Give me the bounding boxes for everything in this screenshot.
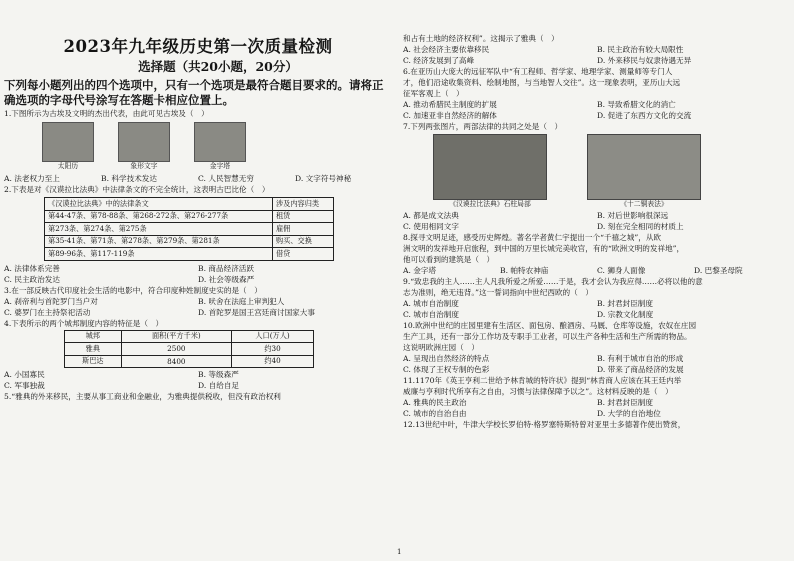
- option[interactable]: D. 自给自足: [198, 381, 240, 390]
- table-row: [45, 248, 334, 261]
- twelve-tables-image: [587, 134, 701, 200]
- option[interactable]: D. 刻在完全相同的材质上: [597, 222, 684, 231]
- q5-options: [403, 44, 791, 66]
- question-8: 8.探寻文明足迹，感受历史辉煌。著名学者黄仁宇提出一个“千禧之城”，从欧: [403, 233, 662, 242]
- question-5-continued: 和占有土地的经济权利”。这揭示了雅典（ ）: [403, 34, 559, 43]
- q6-options: [403, 99, 791, 121]
- q7-options: [403, 210, 791, 232]
- table-cell: 雅典: [65, 343, 122, 356]
- section-subtitle: 选择题（共20小题，20分）: [138, 59, 298, 74]
- option[interactable]: B. 封君封臣制度: [597, 398, 653, 407]
- table-cell: 第273条、第274条、第275条: [45, 223, 273, 236]
- option[interactable]: A. 小国寡民: [4, 370, 45, 379]
- table-cell: 第44-47条、第78-88条、第268-272条、第276-277条: [45, 210, 273, 223]
- question-1: 1.下图所示为古埃及文明的杰出代表，由此可见古埃及（ ）: [4, 109, 209, 118]
- option[interactable]: B. 科学技术发达: [101, 174, 157, 183]
- table-cell: 第89-96条、第117-119条: [45, 248, 273, 261]
- option[interactable]: A. 推动希腊民主制度的扩展: [403, 100, 497, 109]
- question-8-line2: 洲文明的发祥地开启旅程，到中国的万里长城完美收官，有的“欧洲文明的发祥地”，: [403, 244, 685, 253]
- table-cell: 2500: [121, 343, 231, 356]
- option[interactable]: A. 刹帝利与首陀罗门当户对: [4, 296, 98, 306]
- question-10-line2: 生产工具，还有一部分工作坊及专职手工业者，可以生产各种生活和生产所需的物品。: [403, 332, 692, 341]
- table-cell: 约30: [232, 343, 314, 356]
- question-12: 12.13世纪中叶，牛津大学校长罗伯特·格罗塞特斯特曾对亚里士多德著作使出赞赏，: [403, 420, 686, 429]
- option[interactable]: B. 吠舍在法庭上审判犯人: [198, 296, 285, 306]
- option[interactable]: B. 民主政治有较大局限性: [597, 45, 684, 54]
- option[interactable]: C. 经济发展到了高峰: [403, 56, 475, 65]
- option[interactable]: A. 法老权力至上: [4, 174, 60, 183]
- option[interactable]: B. 等级森严: [198, 370, 239, 379]
- option[interactable]: D. 外来移民与奴隶待遇无异: [597, 56, 692, 65]
- option[interactable]: A. 呈现出自然经济的特点: [403, 354, 490, 363]
- table-cell: 借贷: [272, 248, 333, 261]
- table-header: 《汉谟拉比法典》中的法律条文: [45, 198, 273, 211]
- hieroglyph-image: [118, 122, 170, 162]
- option[interactable]: B. 导致希腊文化的消亡: [597, 100, 676, 109]
- question-6: 6.在亚历山大庞大的远征军队中“有工程师、哲学家、地理学家、测量师等专门人: [403, 67, 673, 76]
- pyramid-image: [194, 122, 246, 162]
- option[interactable]: D. 促进了东西方文化的交流: [597, 111, 692, 120]
- question-10: 10.欧洲中世纪的庄园里建有生活区、面包房、酿酒房、马厩、仓库等设施，农奴在庄园: [403, 321, 697, 330]
- option[interactable]: C. 加速亚非自然经济的解体: [403, 111, 497, 120]
- question-11-line2: 威廉与亨利时代所享有之自由，习惯与法律保障予以之”。这材料反映的是（ ）: [403, 387, 673, 396]
- option[interactable]: C. 城市的自治自由: [403, 409, 467, 418]
- option[interactable]: C. 人民智慧无穷: [198, 174, 254, 183]
- image-caption: 金字塔: [209, 162, 231, 170]
- table-cell: 租赁: [272, 210, 333, 223]
- question-11: 11.1170年《英王亨利二世给予林肯城的特许状》提到“林肯商人应该在其王廷内举: [403, 376, 682, 385]
- q4-options: [4, 369, 392, 391]
- q9-options: [403, 298, 791, 320]
- table-row: [45, 223, 334, 236]
- table-header: 涉及内容归类: [272, 198, 333, 211]
- image-caption: 太阳历: [57, 162, 79, 170]
- image-caption: 《十二铜表法》: [620, 200, 668, 208]
- option[interactable]: A. 法律体系完善: [4, 263, 60, 273]
- option[interactable]: D. 首陀罗是国王宫廷商讨国家大事: [198, 307, 315, 317]
- q2-options: [4, 263, 392, 285]
- q11-options: [403, 397, 791, 419]
- table-row: [65, 343, 314, 356]
- q7-images: [433, 134, 791, 209]
- table-cell: 雇佣: [272, 223, 333, 236]
- option[interactable]: B. 封君封臣制度: [597, 299, 653, 308]
- option[interactable]: A. 金字塔: [403, 266, 437, 275]
- option[interactable]: D. 社会等级森严: [198, 274, 255, 284]
- q3-options: [4, 296, 392, 318]
- option[interactable]: D. 宗教文化制度: [597, 310, 654, 319]
- table-cell: 购买、交换: [272, 235, 333, 248]
- option[interactable]: A. 都是成文法典: [403, 211, 459, 220]
- question-8-line3: 他可以看到的建筑是（ ）: [403, 255, 495, 264]
- question-2: 2.下表是对《汉谟拉比法典》中法律条文的不完全统计，这表明古巴比伦（ ）: [4, 185, 270, 194]
- q8-options: [403, 265, 791, 276]
- image-caption: 《汉谟拉比法典》石柱局部: [449, 200, 531, 208]
- question-10-line3: 这说明欧洲庄园（ ）: [403, 343, 479, 352]
- question-3: 3.在一部反映古代印度社会生活的电影中，符合印度种姓制度史实的是（ ）: [4, 285, 262, 295]
- table-header: 城邦: [65, 330, 122, 343]
- option[interactable]: A. 城市自治制度: [403, 299, 459, 308]
- table-row: [45, 235, 334, 248]
- option[interactable]: D. 文字符号神秘: [295, 174, 352, 183]
- option[interactable]: C. 使用相同文字: [403, 222, 459, 231]
- option[interactable]: B. 对后世影响很深远: [597, 211, 669, 220]
- q2-table: [44, 197, 334, 261]
- q4-table: [64, 330, 314, 369]
- option[interactable]: B. 有利于城市自治的形成: [597, 354, 684, 363]
- option[interactable]: D. 巴黎圣母院: [694, 266, 743, 275]
- option[interactable]: A. 社会经济主要依靠移民: [403, 45, 490, 54]
- page-title: 2023年九年级历史第一次质量检测: [63, 37, 333, 56]
- option[interactable]: C. 军事独裁: [4, 381, 45, 390]
- option[interactable]: B. 帕特农神庙: [500, 266, 549, 275]
- table-row: [65, 355, 314, 368]
- option[interactable]: C. 狮身人面像: [597, 266, 646, 275]
- option[interactable]: C. 民主政治发达: [4, 274, 60, 284]
- image-caption: 象形文字: [130, 162, 158, 170]
- question-6-line2: 才，他们沿途收集资料、绘制地图，与当地智人交往”。这一现象表明，亚历山大远: [403, 78, 681, 87]
- left-column: [4, 0, 392, 402]
- option[interactable]: D. 大学的自治地位: [597, 409, 661, 418]
- question-4: 4.下表所示的两个城邦制度内容的特征是（ ）: [4, 318, 164, 328]
- page-number: 1: [397, 548, 402, 556]
- option[interactable]: D. 带来了商品经济的发展: [597, 365, 684, 374]
- table-cell: 斯巴达: [65, 355, 122, 368]
- question-9-line2: 志为准则，绝无违背。”这一誓词指向中世纪西欧的（ ）: [403, 288, 593, 297]
- question-5: 5.“雅典的外来移民，主要从事工商业和金融业，为雅典提供税收，但没有政治权利: [4, 392, 281, 401]
- option[interactable]: C. 婆罗门在主持祭祀活动: [4, 307, 91, 317]
- table-cell: 第35-41条、第71条、第278条、第279条、第281条: [45, 235, 273, 248]
- table-row: [45, 210, 334, 223]
- q1-images: [42, 122, 392, 171]
- option[interactable]: B. 商品经济活跃: [198, 263, 254, 273]
- instructions: 下列每小题列出的四个选项中，只有一个选项是最符合题目要求的。请将正确选项的字母代号涂写在答题卡相应位置上。: [4, 78, 384, 107]
- table-header: 人口(万人): [232, 330, 314, 343]
- question-7: 7.下列两张图片，两部法律的共同之处是（ ）: [403, 122, 563, 131]
- option[interactable]: C. 体现了王权专制的色彩: [403, 365, 490, 374]
- right-column: [403, 0, 791, 430]
- hammurabi-stele-image: [433, 134, 547, 200]
- table-header: 面积(平方千米): [121, 330, 231, 343]
- q1-options: [4, 173, 392, 184]
- option[interactable]: A. 雅典的民主政治: [403, 398, 467, 407]
- option[interactable]: C. 城市自治制度: [403, 310, 459, 319]
- table-cell: 8400: [121, 355, 231, 368]
- sun-calendar-image: [42, 122, 94, 162]
- q10-options: [403, 353, 791, 375]
- question-6-line3: 征军客观上（ ）: [403, 89, 464, 98]
- table-cell: 约40: [232, 355, 314, 368]
- question-9: 9.“致忠我的主人……主人凡我所爱之所爱……于是，我才会认为我应得……必将以他的意: [403, 277, 703, 286]
